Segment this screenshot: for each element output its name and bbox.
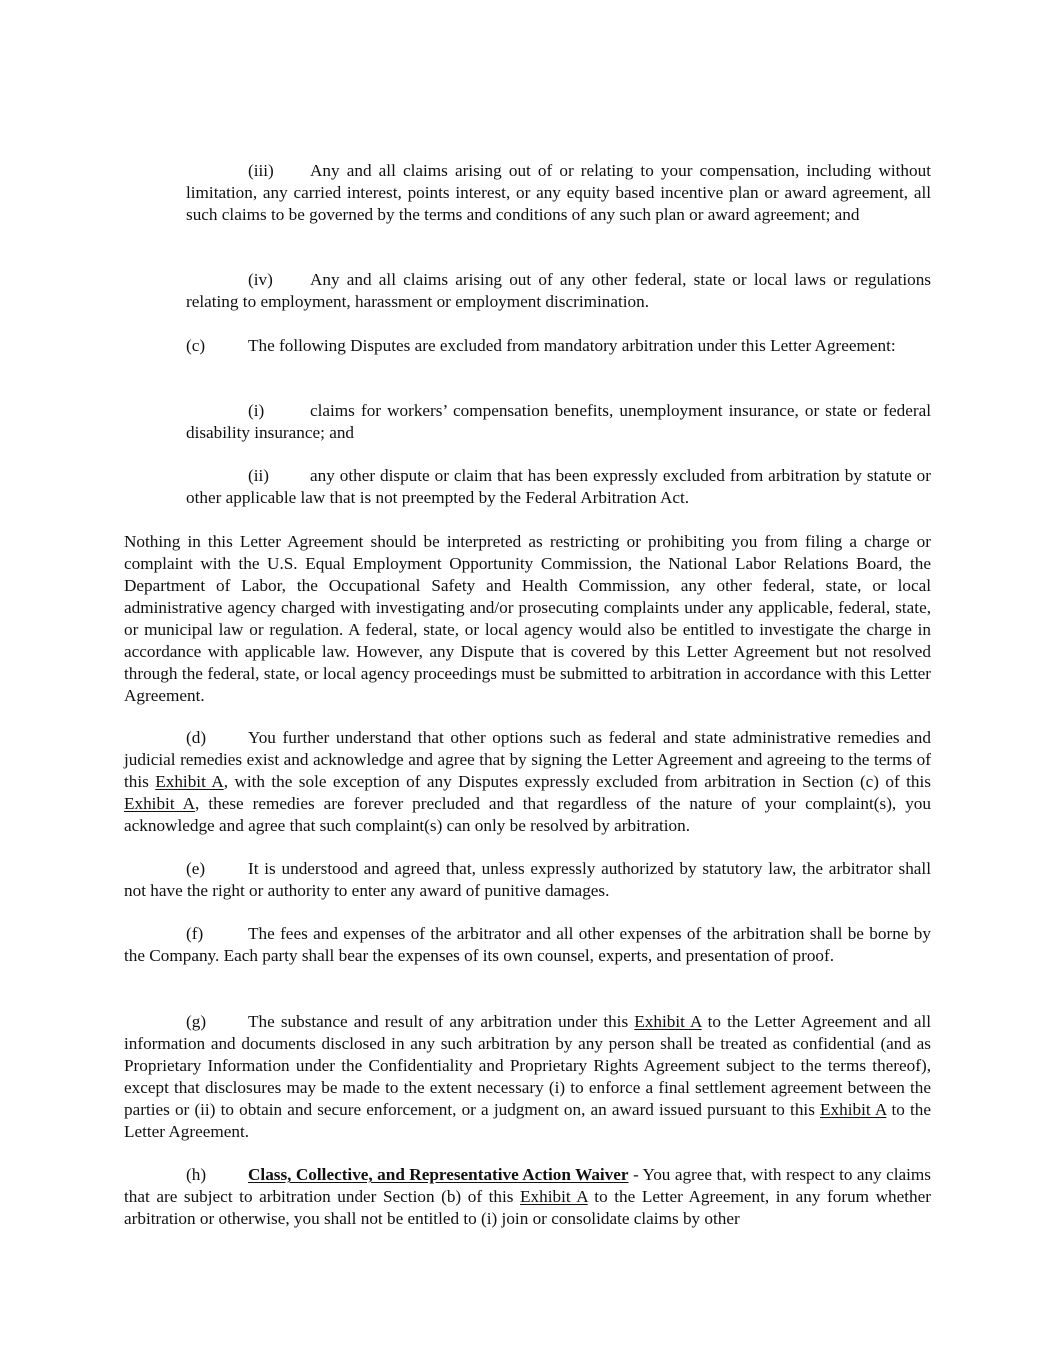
exhibit-a-link: Exhibit A — [820, 1100, 887, 1119]
clause-number: (f) — [186, 924, 204, 943]
clause-number: (g) — [186, 1012, 207, 1031]
clause-text: Any and all claims arising out of or relating to your compensation, including without limitation, any carried interest, points interest, or any equity based incentive plan or award agreement, all such claims to be governed by the terms and conditions of any such plan or award agreement; and — [186, 161, 931, 224]
clause-text: The fees and expenses of the arbitrator and all other expenses of the arbitration shall be borne by the Company. Each party shall bear the expenses of its own counsel, experts, and presentation of proof. — [124, 924, 931, 965]
clause-text: You further understand that other options such as federal and state administrative remedies and judicial remedies exist and acknowledge and agree that by signing the Letter Agreement and agreeing to the terms of this — [124, 728, 931, 791]
clause-text: The following Disputes are excluded from mandatory arbitration under this Letter Agreement: — [248, 336, 896, 355]
clause-number: (d) — [186, 728, 207, 747]
clause-number: (ii) — [248, 466, 269, 485]
clause-number: (e) — [186, 859, 206, 878]
clause-number: (iv) — [248, 270, 273, 289]
clause-text: claims for workers’ compensation benefits, unemployment insurance, or state or federal disability insurance; and — [186, 401, 931, 442]
clause-e — [124, 858, 931, 902]
exhibit-a-link: Exhibit A — [520, 1187, 588, 1206]
clause-text: to the Letter Agreement, in any forum whether arbitration or otherwise, you shall not be entitled to (i) join or consolidate claims by other — [124, 1187, 931, 1228]
clause-number: (c) — [186, 336, 206, 355]
clause-g — [124, 1011, 931, 1143]
clause-number: (iii) — [248, 161, 274, 180]
clause-f — [124, 923, 931, 967]
exhibit-a-link: Exhibit A — [155, 772, 224, 791]
clause-text: , with the sole exception of any Disputes expressly excluded from arbitration in Section (c) of this — [223, 772, 931, 791]
exhibit-a-link: Exhibit A — [124, 794, 196, 813]
clause-c-i — [186, 400, 931, 444]
clause-text: Any and all claims arising out of any other federal, state or local laws or regulations relating to employment, harassment or employment discrimination. — [186, 270, 931, 311]
clause-h — [124, 1164, 931, 1230]
clause-c-ii — [186, 465, 931, 509]
paragraph-nothing-in-agreement — [124, 531, 931, 707]
clause-text: to the Letter Agreement. — [124, 1100, 932, 1141]
clause-c — [124, 335, 931, 357]
clause-number: (h) — [186, 1165, 207, 1184]
clause-d — [124, 727, 931, 837]
clause-text: - You agree that, with respect to any claims that are subject to arbitration under Section (b) of this — [124, 1165, 931, 1206]
clause-b-iv — [186, 269, 931, 313]
clause-text: It is understood and agreed that, unless expressly authorized by statutory law, the arbitrator shall not have the right or authority to enter any award of punitive damages. — [124, 859, 931, 900]
clause-text: , these remedies are forever precluded and that regardless of the nature of your complaint(s), you acknowledge and agree that such complaint(s) can only be resolved by arbitration. — [124, 794, 931, 835]
paragraph-text: Nothing in this Letter Agreement should be interpreted as restricting or prohibiting you from filing a charge or complaint with the U.S. Equal Employment Opportunity Commission, the National Labor Relations Board, the Department of Labor, the Occupational Safety and Health Commission, any other federal, state, or local administrative agency charged with investigating and/or prosecuting complaints under any applicable, federal, state, or municipal law or regulation. A federal, state, or local agency would also be entitled to investigate the charge in accordance with applicable law. However, any Dispute that is covered by this Letter Agreement but not resolved through the federal, state, or local agency proceedings must be submitted to arbitration in accordance with this Letter Agreement. — [124, 532, 931, 705]
exhibit-a-link: Exhibit A — [634, 1012, 702, 1031]
clause-number: (i) — [248, 401, 265, 420]
clause-b-iii — [186, 160, 931, 226]
clause-text: any other dispute or claim that has been expressly excluded from arbitration by statute or other applicable law that is not preempted by the Federal Arbitration Act. — [186, 466, 931, 507]
clause-text: to the Letter Agreement and all information and documents disclosed in any such arbitration by any person shall be treated as confidential (and as Proprietary Information under the Confidentiality and Proprietary Rights Agreement subject to the terms thereof), except that disclosures may be made to the extent necessary (i) to enforce a final settlement agreement between the parties or (ii) to obtain and secure enforcement, or a judgment on, an award issued pursuant to this — [124, 1012, 932, 1119]
clause-heading: Class, Collective, and Representative Action Waiver — [248, 1165, 629, 1184]
clause-text: The substance and result of any arbitration under this — [248, 1012, 635, 1031]
